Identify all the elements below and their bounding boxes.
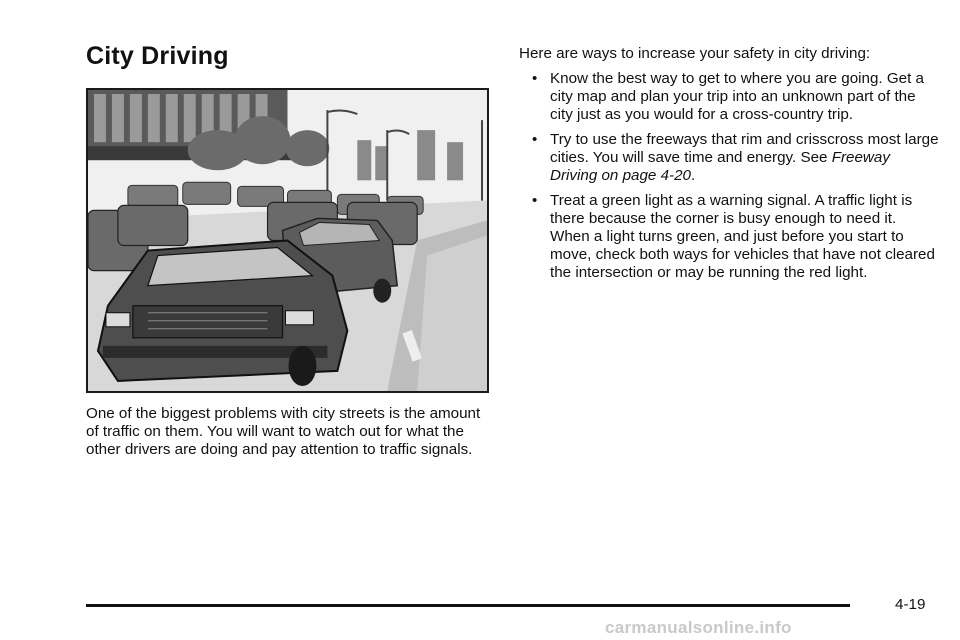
list-item-text-end: . bbox=[691, 167, 696, 184]
list-item bbox=[519, 70, 939, 124]
freeway-driving-reference[interactable]: Freeway Driving on page 4-20 bbox=[550, 149, 890, 184]
page-title: City Driving bbox=[86, 42, 229, 70]
tips-list bbox=[519, 70, 939, 282]
page-number: 4-19 bbox=[895, 596, 926, 613]
footer-divider bbox=[86, 604, 850, 607]
bullet-icon: • bbox=[532, 70, 538, 87]
list-item-text: Treat a green light as a warning signal. A traffic light is there because the corner is busy enough to need it. When a light turns green, and just before you start to move, check both ways for vehicles that have not cleared the intersection or may be running the red light. bbox=[550, 192, 935, 281]
city-traffic-drawing bbox=[88, 90, 487, 391]
bullet-icon: • bbox=[532, 192, 538, 209]
watermark: carmanualsonline.info bbox=[605, 618, 792, 637]
list-item-text: Try to use the freeways that rim and crisscross most large cities. You will save time and energy. See bbox=[550, 131, 939, 166]
tips-intro: Here are ways to increase your safety in city driving: bbox=[519, 45, 871, 62]
list-item bbox=[519, 192, 939, 282]
bullet-icon: • bbox=[532, 131, 538, 148]
intro-paragraph: One of the biggest problems with city streets is the amount of traffic on them. You will want to watch out for what the other drivers are doing and pay attention to traffic signals. bbox=[86, 405, 481, 458]
city-traffic-illustration bbox=[86, 88, 489, 393]
list-item-text: Know the best way to get to where you are going. Get a city map and plan your trip into an unknown part of the city just as you would for a cross-country trip. bbox=[550, 70, 925, 123]
list-item bbox=[519, 131, 939, 185]
safety-tips-column bbox=[519, 45, 939, 282]
